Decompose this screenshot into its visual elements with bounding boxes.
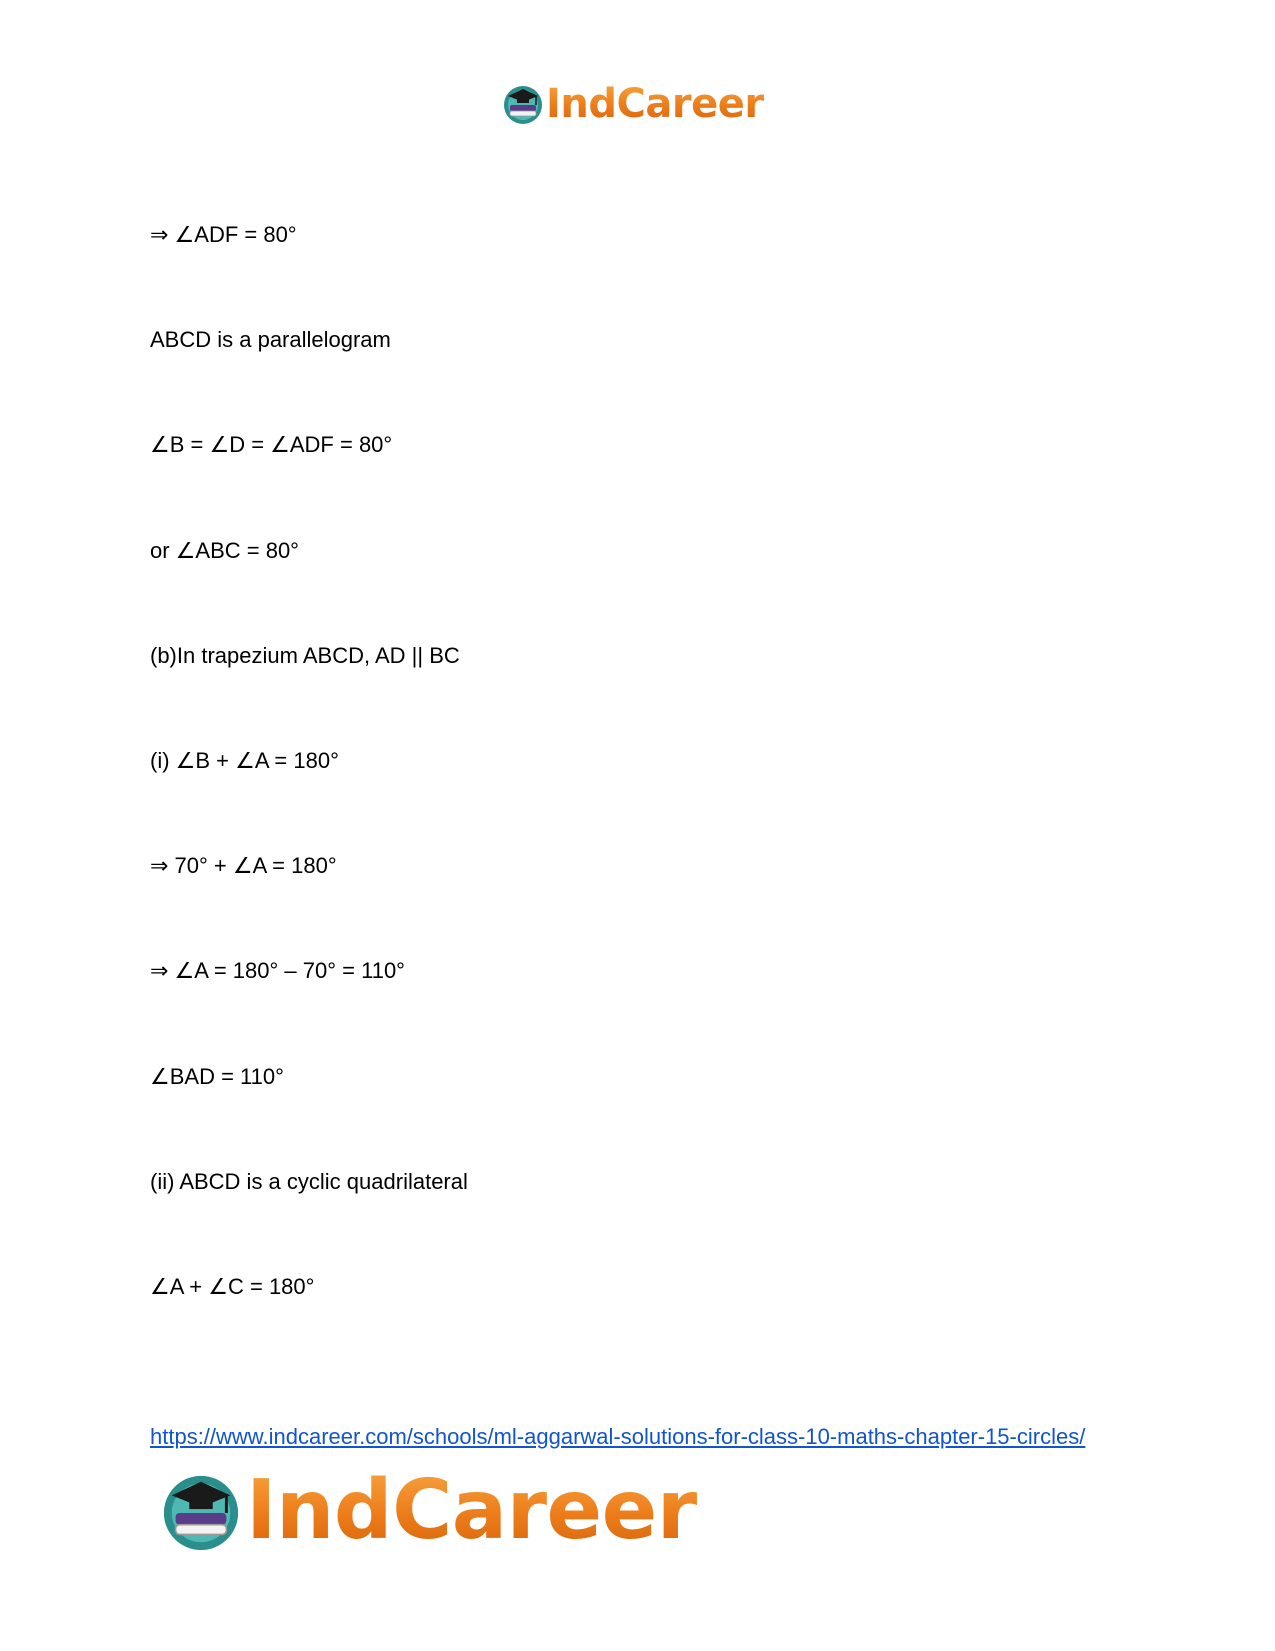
logo-text: IndCareer [246,1463,697,1558]
source-link[interactable]: https://www.indcareer.com/schools/ml-aggarwal-solutions-for-class-10-maths-chapter-15-circles/ [150,1424,1086,1449]
text-line: ∠A + ∠C = 180° [150,1274,315,1299]
header-logo [502,80,764,128]
text-line: ∠BAD = 110° [150,1064,284,1089]
logo-emblem-icon [160,1470,242,1552]
text-line: ⇒ ∠ADF = 80° [150,222,297,247]
logo-emblem-icon [502,83,544,125]
text-line: (ii) ABCD is a cyclic quadrilateral [150,1169,468,1194]
text-line: ABCD is a parallelogram [150,327,391,352]
text-line: (b)In trapezium ABCD, AD || BC [150,643,460,668]
text-line: ⇒ ∠A = 180° – 70° = 110° [150,958,405,983]
text-line: (i) ∠B + ∠A = 180° [150,748,339,773]
logo-text: IndCareer [546,81,764,127]
text-line: ∠B = ∠D = ∠ADF = 80° [150,432,393,457]
footer-logo [160,1463,697,1558]
text-line: ⇒ 70° + ∠A = 180° [150,853,337,878]
text-line: or ∠ABC = 80° [150,538,299,563]
